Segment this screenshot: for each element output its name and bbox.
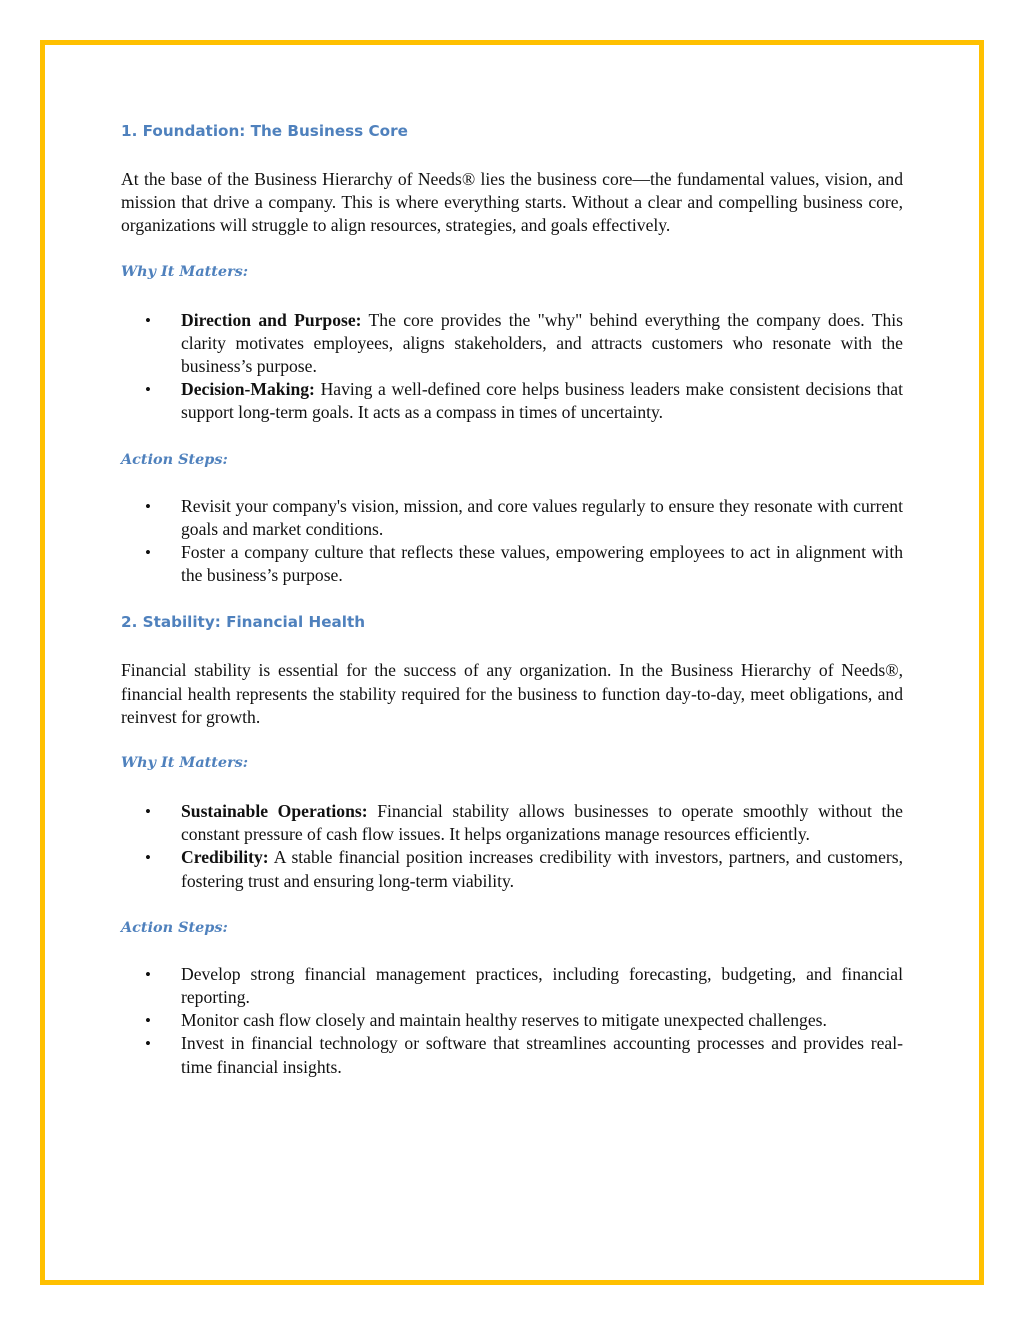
section-heading: 2. Stability: Financial Health [121, 613, 366, 632]
why-it-matters-label: Why It Matters: [121, 262, 249, 280]
action-list [121, 495, 903, 588]
item-bold: Direction and Purpose: [181, 309, 362, 330]
list-item: • Revisit your company's vision, mission, and core values regularly to ensure they resonate with current goals and market conditions. [121, 495, 903, 541]
document-body [121, 118, 903, 1079]
list-item: • Develop strong financial management practices, including forecasting, budgeting, and financial reporting. [121, 963, 903, 1009]
item-bold: Decision-Making: [181, 379, 315, 400]
list-item: • Foster a company culture that reflects these values, empowering employees to act in alignment with the business’s purpose. [121, 541, 903, 587]
section-heading: 1. Foundation: The Business Core [121, 122, 408, 140]
item-bold: Credibility: [181, 847, 269, 868]
list-item [121, 846, 903, 892]
action-list [121, 963, 903, 1079]
list-item: • Monitor cash flow closely and maintain healthy reserves to mitigate unexpected challenges. [121, 1009, 903, 1032]
item-text: Financial stability allows businesses to operate smoothly without the constant pressure of cash flow issues. It helps organizations manage resources efficiently. [181, 801, 903, 845]
item-text: Having a well-defined core helps business leaders make consistent decisions that support long-term goals. It acts as a compass in times of uncertainty. [181, 379, 903, 423]
action-steps-label: Action Steps: [121, 918, 228, 936]
list-item [121, 378, 903, 424]
section-intro: Financial stability is essential for the success of any organization. In the Business Hierarchy of Needs®, financial health represents the stability required for the business to function day-to-day, meet obligations, and reinvest for growth. [121, 660, 903, 727]
why-list [121, 800, 903, 893]
item-bold: Sustainable Operations: [181, 801, 368, 822]
why-list [121, 309, 903, 425]
list-item [121, 800, 903, 846]
list-item: • Invest in financial technology or software that streamlines accounting processes and provides real-time financial insights. [121, 1032, 903, 1078]
item-text: The core provides the "why" behind everything the company does. This clarity motivates employees, aligns stakeholders, and attracts customers who resonate with the business’s purpose. [181, 309, 903, 377]
action-steps-label: Action Steps: [121, 450, 228, 468]
item-text: A stable financial position increases credibility with investors, partners, and customers, fostering trust and ensuring long-term viability. [181, 847, 903, 891]
section-intro: At the base of the Business Hierarchy of Needs® lies the business core—the fundamental values, vision, and mission that drive a company. This is where everything starts. Without a clear and compelling business core, organizations will struggle to align resources, strategies, and goals effectively. [121, 169, 903, 236]
list-item [121, 309, 903, 379]
why-it-matters-label: Why It Matters: [121, 754, 249, 772]
